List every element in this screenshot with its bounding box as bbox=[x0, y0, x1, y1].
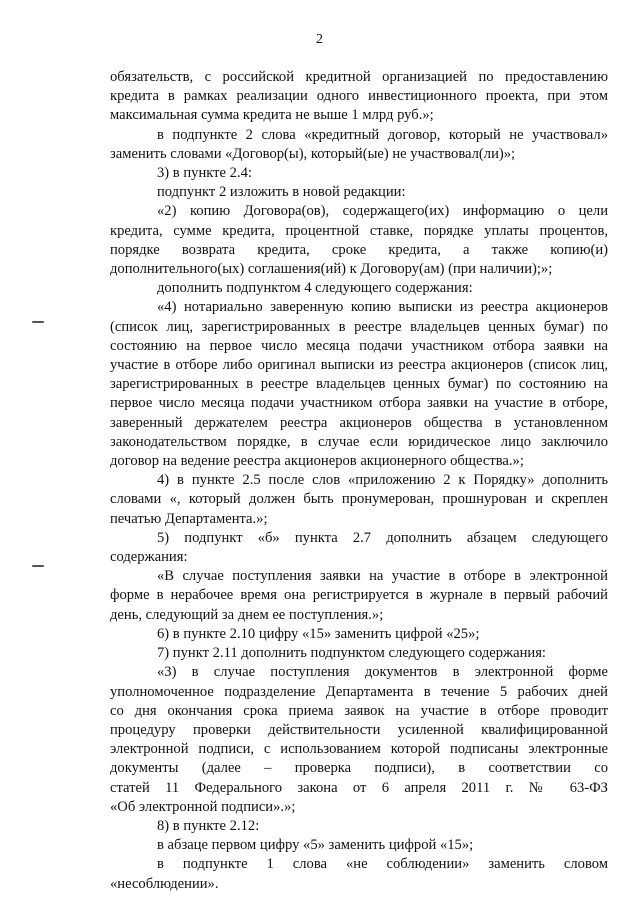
text-line: в подпункте 2 слова «кредитный договор, который не участвовал» bbox=[157, 126, 608, 143]
text-line: содержания: bbox=[110, 549, 188, 566]
text-line: «3) в случае поступления документов в электронной форме bbox=[157, 664, 608, 681]
text-line: зарегистрированных в реестре владельцев ценных бумаг) по состоянию на bbox=[110, 376, 608, 393]
text-line: «Об электронной подписи».»; bbox=[110, 798, 296, 815]
text-line: печатью Департамента.»; bbox=[110, 510, 268, 527]
text-line: кредита в рамках реализации одного инвестиционного проекта, при этом bbox=[110, 88, 608, 105]
text-line: состоянию на первое число месяца подачи участником отбора заявки на bbox=[110, 337, 608, 354]
text-line: 8) в пункте 2.12: bbox=[157, 817, 260, 834]
document-body bbox=[110, 68, 608, 894]
text-line: 4) в пункте 2.5 после слов «приложению 2 к Порядку» дополнить bbox=[157, 472, 608, 489]
text-line: электронной подписи, с использованием которой подписаны электронные bbox=[110, 741, 608, 758]
text-line: законодательством порядке, в случае если юридическое лицо заключило bbox=[110, 433, 608, 450]
text-line: в абзаце первом цифру «5» заменить цифрой «15»; bbox=[157, 837, 474, 854]
text-line: день, следующий за днем ее поступления.»; bbox=[110, 606, 384, 623]
text-line: максимальная сумма кредита не выше 1 млрд руб.»; bbox=[110, 107, 434, 124]
text-line: документы (далее – проверка подписи), в соответствии со bbox=[110, 760, 608, 777]
text-line: в подпункте 1 слова «не соблюдении» заменить словом bbox=[157, 856, 608, 873]
text-line: дополнить подпунктом 4 следующего содержания: bbox=[157, 280, 473, 297]
text-line: кредита, сумме кредита, процентной ставке, порядке уплаты процентов, bbox=[110, 222, 608, 239]
text-line: 3) в пункте 2.4: bbox=[157, 165, 252, 182]
text-line: со дня окончания срока приема заявок на участие в отборе проводит bbox=[110, 702, 608, 719]
margin-mark bbox=[32, 321, 44, 323]
text-line: «несоблюдении». bbox=[110, 875, 219, 892]
text-line: участие в отборе либо оригинал выписки из реестра акционеров (список лиц, bbox=[110, 357, 608, 374]
text-line: статей 11 Федерального закона от 6 апреля 2011 г. № 63-ФЗ bbox=[110, 779, 608, 796]
text-line: процедуру проверки действительности усиленной квалифицированной bbox=[110, 721, 608, 738]
text-line: форме в нерабочее время она регистрируется в журнале в первый рабочий bbox=[110, 587, 608, 604]
text-line: (список лиц, зарегистрированных в реестре владельцев ценных бумаг) по bbox=[110, 318, 608, 335]
text-line: порядке возврата кредита, сроке кредита, а также копию(и) bbox=[110, 241, 608, 258]
text-line: «В случае поступления заявки на участие в отборе в электронной bbox=[157, 568, 608, 585]
text-line: подпункт 2 изложить в новой редакции: bbox=[157, 184, 406, 201]
text-line: 7) пункт 2.11 дополнить подпунктом следующего содержания: bbox=[157, 645, 546, 662]
text-line: заверенный держателем реестра акционеров общества в установленном bbox=[110, 414, 608, 431]
text-line: словами «, который должен быть пронумерован, прошнурован и скреплен bbox=[110, 491, 608, 508]
margin-mark bbox=[32, 565, 44, 567]
text-line: 5) подпункт «б» пункта 2.7 дополнить абзацем следующего bbox=[157, 529, 608, 546]
text-line: 6) в пункте 2.10 цифру «15» заменить цифрой «25»; bbox=[157, 625, 480, 642]
text-line: обязательств, с российской кредитной организацией по предоставлению bbox=[110, 69, 608, 85]
text-line: «4) нотариально заверенную копию выписки из реестра акционеров bbox=[157, 299, 608, 316]
text-line: дополнительного(ых) соглашения(ий) к Договору(ам) (при наличии);»; bbox=[110, 261, 553, 278]
text-line: «2) копию Договора(ов), содержащего(их) информацию о цели bbox=[157, 203, 608, 220]
text-line: уполномоченное подразделение Департамента в течение 5 рабочих дней bbox=[110, 683, 608, 700]
text-line: первое число месяца подачи участником отбора заявки на участие в отборе, bbox=[110, 395, 608, 412]
text-line: договор на ведение реестра акционеров акционерного общества.»; bbox=[110, 453, 524, 470]
text-line: заменить словами «Договор(ы), который(ые) не участвовал(ли)»; bbox=[110, 145, 516, 162]
page-number: 2 bbox=[316, 32, 323, 47]
